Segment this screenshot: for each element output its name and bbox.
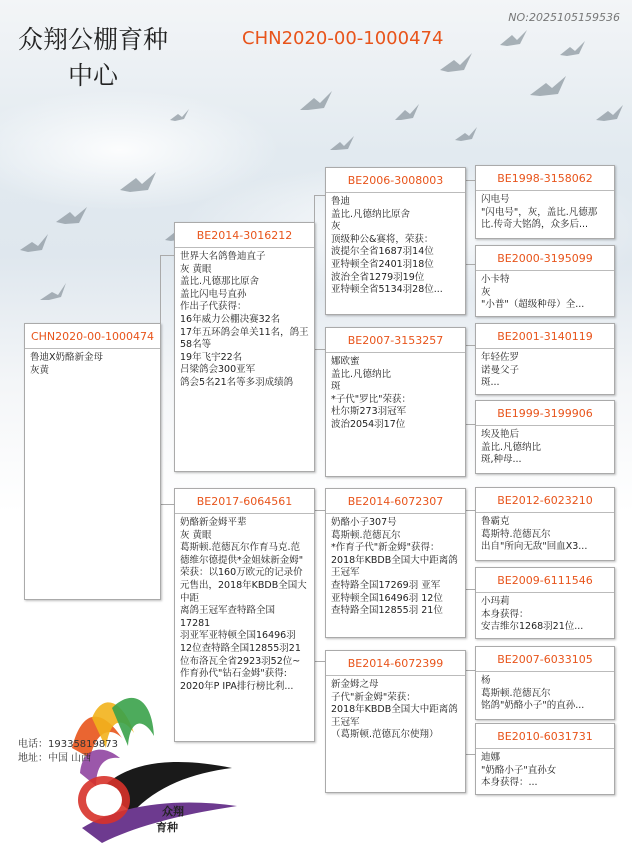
pedigree-card-dss[interactable]: [475, 487, 615, 561]
bird-description: 杨 葛斯顿.范德瓦尔 铭鸽"奶酪小子"的直孙...: [481, 675, 585, 712]
company-logo: [62, 688, 242, 848]
bird-description: 年轻佐罗 诺曼父子 斑...: [481, 352, 520, 389]
pedigree-card-sss[interactable]: [475, 165, 615, 239]
pedigree-card-ddd[interactable]: [475, 723, 615, 795]
pedigree-card-dam-dam[interactable]: [325, 650, 466, 793]
bird-description: 奶酪小子307号 葛斯顿.范德瓦尔 *作育子代"新金姆"获得：2018年KBDB全国大中距离鸽王冠军 查特路全国17269羽 亚军 亚特顿全国16496羽 12位 查特路全国12855羽 21位: [331, 517, 458, 617]
pedigree-card-sdd[interactable]: [475, 400, 615, 474]
ring-number: BE2010-6031731: [476, 724, 614, 749]
pedigree-card-sds[interactable]: [475, 323, 615, 395]
phone-label: 电话：: [18, 739, 48, 750]
connector-dd: [465, 670, 475, 755]
logo-text-bottom: 育种: [156, 821, 178, 834]
pedigree-card-sire-sire[interactable]: [325, 167, 466, 315]
contact-info: [18, 738, 118, 766]
ring-number: BE1998-3158062: [476, 166, 614, 191]
pedigree-card-ssd[interactable]: [475, 245, 615, 317]
ring-number: BE2001-3140119: [476, 324, 614, 349]
ring-number: BE2012-6023210: [476, 488, 614, 513]
ring-number: CHN2020-00-1000474: [25, 324, 160, 349]
address-label: 地址：: [18, 753, 48, 764]
pedigree-card-sire[interactable]: [174, 222, 315, 472]
bird-description: 奶酪新金姆平辈 灰 黄眼 葛斯顿.范德瓦尔作育马克.范德维尔德提供*金姐妹新金姆" 荣获：以160万欧元的记录价 元售出，2018年KBDB全国大中距 离鸽王冠军查特路全国 17281 羽亚军亚特顿全国16496羽 12位查特路全国12855羽21 位布洛瓦全省2923羽52位~ 作育孙代"钻石金姆"获得: 2020年P IPA排行榜比利...: [180, 517, 307, 692]
pedigree-card-dam-sire[interactable]: [325, 488, 466, 638]
connector-ss: [465, 180, 475, 265]
document-number: NO:2025105159536: [508, 11, 620, 24]
bird-description: 迪娜 "奶酪小子"直孙女 本身获得：...: [481, 752, 557, 789]
phone-row: [18, 738, 118, 752]
phone-number: 19335819873: [48, 739, 118, 750]
ring-number: BE2007-6033105: [476, 647, 614, 672]
ring-number: BE2014-6072399: [326, 651, 465, 676]
bird-description: 小玛莉 本身获得： 安吉维尔1268羽21位...: [481, 596, 584, 633]
ring-number: BE2009-6111546: [476, 568, 614, 593]
page-title: 众翔公棚育种中心: [17, 25, 168, 90]
bird-description: 娜欧蜜 盖比.凡德纳比 斑 *子代"罗比"荣获： 杜尔斯273羽冠军 波治2054羽17位: [331, 356, 411, 430]
ring-number: BE1999-3199906: [476, 401, 614, 426]
bird-description: 鲁霸克 葛斯特.范德瓦尔 出自"所向无敌"回血X3...: [481, 516, 588, 553]
pedigree-card-dsd[interactable]: [475, 567, 615, 639]
ring-number: BE2006-3008003: [326, 168, 465, 193]
pedigree-card-subject[interactable]: [24, 323, 161, 600]
address-value: 中国 山西: [48, 753, 92, 764]
bird-description: 闪电号 "闪电号"，灰，盖比.凡德那比.传奇大铭鸽，众多后...: [481, 194, 598, 231]
bird-description: 埃及艳后 盖比.凡德纳比 斑,种母...: [481, 429, 542, 466]
bird-description: 小卡特 灰 "小普"（超级种母）全...: [481, 274, 585, 311]
pedigree-card-dds[interactable]: [475, 646, 615, 720]
bird-description: 世界大名鸽鲁迪直子 灰 黄眼 盖比.凡德那比原舍 盖比闪电号直孙 作出子代获得： 16年威力公棚决赛32名 17年五环鸽会单关11名，鸽王58名等 19年飞宇22名 吕梁鸽会300亚军 鸽会5名21名等多羽成绩鸽: [180, 251, 309, 388]
pedigree-card-sire-dam[interactable]: [325, 327, 466, 477]
logo-text-top: 众翔: [162, 805, 184, 818]
bird-description: 鲁迪 盖比.凡德纳比原舍 灰 顶级种公&赛将，荣获： 波提尔全省1687羽14位 亚特顿全省2401羽18位 波治全省1279羽19位 亚特顿全省5134羽28位...: [331, 196, 443, 296]
ring-number: BE2014-3016212: [175, 223, 314, 248]
bird-description: 鲁迪X奶酪新金母 灰黄: [30, 352, 104, 376]
ring-number: BE2007-3153257: [326, 328, 465, 353]
ring-number: BE2017-6064561: [175, 489, 314, 514]
connector-ds: [465, 510, 475, 590]
connector-sd: [465, 345, 475, 425]
header-ring-number: CHN2020-00-1000474: [242, 28, 444, 49]
ring-number: BE2014-6072307: [326, 489, 465, 514]
address-row: [18, 752, 118, 766]
bird-description: 新金姆之母 子代"新金姆"荣获： 2018年KBDB全国大中距离鸽王冠军 （葛斯顿.范德瓦尔使翔）: [331, 679, 458, 741]
ring-number: BE2000-3195099: [476, 246, 614, 271]
